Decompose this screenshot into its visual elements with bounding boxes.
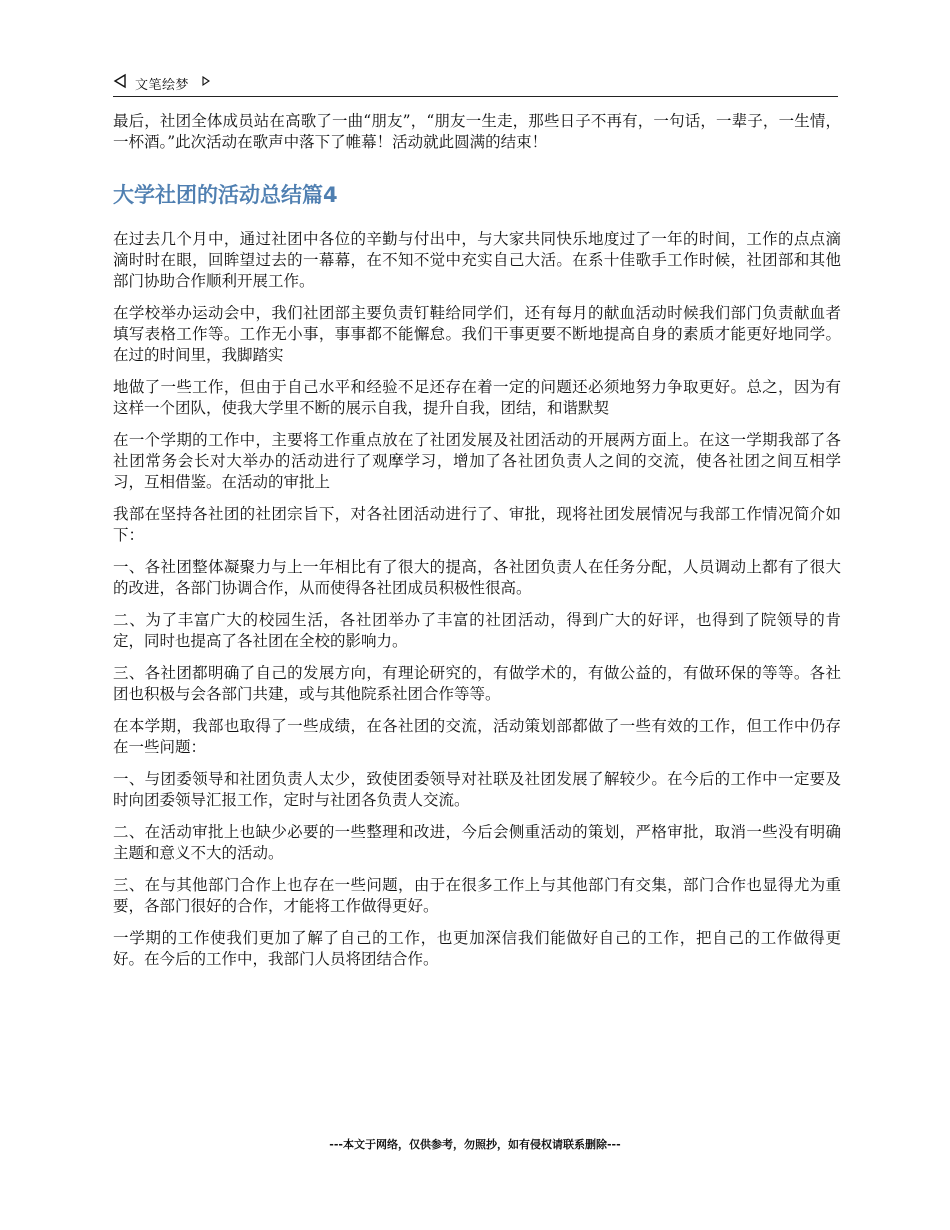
page-footer: ---本文于网络，仅供参考，勿照抄，如有侵权请联系删除---: [329, 1138, 621, 1151]
paragraph: 一学期的工作使我们更加了解了自己的工作，也更加深信我们能做好自己的工作，把自己的工作做得更好。在今后的工作中，我部门人员将团结合作。: [113, 929, 841, 968]
paragraph: 在过去几个月中，通过社团中各位的辛勤与付出中，与大家共同快乐地度过了一年的时间，工作的点点滴滴时时在眼，回眸望过去的一幕幕，在不知不觉中充实自己大活。在系十佳歌手工作时候，社团部和其他部门协助合作顺利开展工作。: [113, 230, 841, 290]
triangle-left-outline-icon: [113, 73, 127, 93]
page-header: [113, 70, 838, 97]
paragraph: 二、在活动审批上也缺少必要的一些整理和改进，今后会侧重活动的策划，严格审批，取消一些没有明确主题和意义不大的活动。: [113, 823, 841, 862]
triangle-right-outline-icon: [201, 75, 211, 91]
document-body: [113, 111, 841, 981]
paragraph: 在一个学期的工作中，主要将工作重点放在了社团发展及社团活动的开展两方面上。在这一学期我部了各社团常务会长对大举办的活动进行了观摩学习，增加了各社团负责人之间的交流，使各社团之间互相学习，互相借鉴。在活动的审批上: [113, 431, 841, 491]
paragraph: 三、在与其他部门合作上也存在一些问题，由于在很多工作上与其他部门有交集，部门合作也显得尤为重要，各部门很好的合作，才能将工作做得更好。: [113, 876, 841, 915]
paragraph: 一、各社团整体凝聚力与上一年相比有了很大的提高，各社团负责人在任务分配，人员调动上都有了很大的改进，各部门协调合作，从而使得各社团成员积极性很高。: [113, 558, 841, 597]
section-title: 大学社团的活动总结篇4: [113, 183, 338, 207]
intro-paragraph: 最后，社团全体成员站在高歌了一曲“朋友”，“朋友一生走，那些日子不再有，一句话，一辈子，一生情，一杯酒。”此次活动在歌声中落下了帷幕！活动就此圆满的结束！: [113, 112, 841, 151]
paragraph: 在本学期，我部也取得了一些成绩，在各社团的交流，活动策划部都做了一些有效的工作，但工作中仍存在一些问题：: [113, 717, 841, 756]
paragraph: 地做了一些工作，但由于自己水平和经验不足还存在着一定的问题还必须地努力争取更好。总之，因为有这样一个团队，使我大学里不断的展示自我，提升自我，团结，和谐默契: [113, 378, 841, 417]
paragraph: 我部在坚持各社团的社团宗旨下，对各社团活动进行了、审批，现将社团发展情况与我部工作情况简介如下：: [113, 505, 841, 544]
paragraph: 三、各社团都明确了自己的发展方向，有理论研究的，有做学术的，有做公益的，有做环保的等等。各社团也积极与会各部门共建，或与其他院系社团合作等等。: [113, 664, 841, 703]
brand-name: 文笔绘梦: [135, 77, 190, 93]
paragraph: 一、与团委领导和社团负责人太少，致使团委领导对社联及社团发展了解较少。在今后的工作中一定要及时向团委领导汇报工作，定时与社团各负责人交流。: [113, 770, 841, 809]
paragraph: 二、为了丰富广大的校园生活，各社团举办了丰富的社团活动，得到广大的好评，也得到了院领导的肯定，同时也提高了各社团在全校的影响力。: [113, 611, 841, 650]
paragraph: 在学校举办运动会中，我们社团部主要负责钉鞋给同学们，还有每月的献血活动时候我们部门负责献血者填写表格工作等。工作无小事，事事都不能懈怠。我们干事更要不断地提高自身的素质才能更好地同学。在过的时间里，我脚踏实: [113, 304, 841, 364]
